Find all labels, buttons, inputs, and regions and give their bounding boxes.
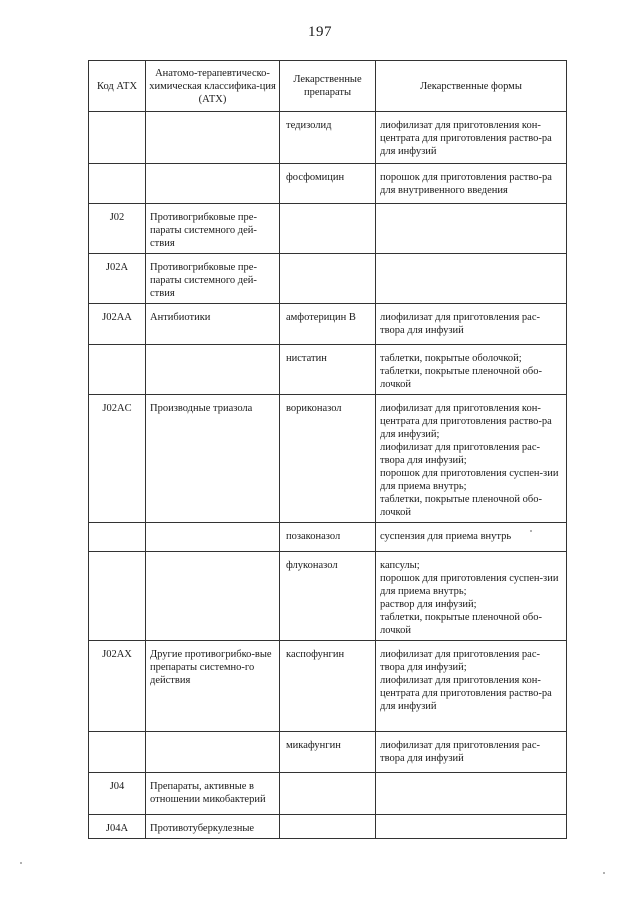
table-row: [89, 164, 567, 204]
form-item: лиофилизат для приготовления рас-твора для инфузий;: [380, 442, 541, 466]
table-row: [89, 815, 567, 839]
drug-cell: [280, 773, 376, 815]
classification-cell: Другие противогрибко-вые препараты системно-го действия: [146, 641, 280, 732]
classification-cell: Антибиотики: [146, 304, 280, 345]
code-cell: [89, 732, 146, 773]
code-cell: J02AA: [89, 304, 146, 345]
form-item: лиофилизат для приготовления рас-твора для инфузий: [380, 312, 541, 336]
drug-cell: каспофунгин: [280, 641, 376, 732]
drug-cell: нистатин: [280, 345, 376, 395]
classification-cell: Производные триазола: [146, 395, 280, 523]
forms-cell: [376, 641, 567, 732]
forms-cell: [376, 552, 567, 641]
forms-cell: [376, 164, 567, 204]
table-row: [89, 112, 567, 164]
header-forms: Лекарственные формы: [376, 61, 567, 112]
table-row: [89, 641, 567, 732]
forms-cell: [376, 732, 567, 773]
forms-cell: [376, 815, 567, 839]
code-cell: J02: [89, 204, 146, 254]
drug-cell: амфотерицин В: [280, 304, 376, 345]
table-row: [89, 345, 567, 395]
form-item: порошок для приготовления суспен-зии для приема внутрь;: [380, 573, 559, 597]
forms-cell: [376, 395, 567, 523]
table-row: [89, 773, 567, 815]
header-code: Код АТХ: [89, 61, 146, 112]
form-item: лиофилизат для приготовления кон-центрата для приготовления раство-ра для инфузий;: [380, 403, 552, 440]
classification-cell: [146, 112, 280, 164]
form-item: раствор для инфузий;: [380, 599, 477, 610]
page-number: 197: [308, 24, 332, 40]
classification-cell: [146, 523, 280, 552]
form-item: суспензия для приема внутрь: [380, 531, 512, 542]
form-item: порошок для приготовления раство-ра для внутривенного введения: [380, 172, 552, 196]
table-row: [89, 304, 567, 345]
classification-cell: [146, 164, 280, 204]
form-item: таблетки, покрытые оболочкой;: [380, 353, 522, 364]
forms-cell: [376, 254, 567, 304]
drug-cell: вориконазол: [280, 395, 376, 523]
table-row: [89, 254, 567, 304]
table-row: [89, 552, 567, 641]
code-cell: [89, 164, 146, 204]
table-body: [89, 112, 567, 839]
drug-cell: позаконазол: [280, 523, 376, 552]
code-cell: J02AX: [89, 641, 146, 732]
table-row: [89, 732, 567, 773]
form-item: лиофилизат для приготовления рас-твора для инфузий;: [380, 649, 541, 673]
drug-cell: тедизолид: [280, 112, 376, 164]
table-row: [89, 204, 567, 254]
drug-cell: фосфомицин: [280, 164, 376, 204]
code-cell: [89, 552, 146, 641]
table-row: [89, 395, 567, 523]
scan-speck: [20, 862, 22, 864]
scan-speck: [530, 530, 532, 532]
forms-cell: [376, 112, 567, 164]
form-item: таблетки, покрытые пленочной обо-лочкой: [380, 612, 542, 636]
forms-cell: [376, 523, 567, 552]
form-item: лиофилизат для приготовления рас-твора для инфузий: [380, 740, 541, 764]
code-cell: J02AC: [89, 395, 146, 523]
classification-cell: Противогрибковые пре-параты системного дей-ствия: [146, 204, 280, 254]
forms-cell: [376, 773, 567, 815]
form-item: таблетки, покрытые пленочной обо-лочкой: [380, 494, 542, 518]
drug-cell: флуконазол: [280, 552, 376, 641]
forms-cell: [376, 304, 567, 345]
code-cell: [89, 345, 146, 395]
table-header-row: [89, 61, 567, 112]
forms-cell: [376, 204, 567, 254]
drug-cell: [280, 204, 376, 254]
drug-cell: микафунгин: [280, 732, 376, 773]
code-cell: J04A: [89, 815, 146, 839]
header-drugs: Лекарственные препараты: [280, 61, 376, 112]
forms-cell: [376, 345, 567, 395]
code-cell: J02A: [89, 254, 146, 304]
atc-table: [88, 60, 567, 839]
classification-cell: [146, 732, 280, 773]
scan-speck: [603, 872, 605, 874]
form-item: капсулы;: [380, 560, 420, 571]
drug-cell: [280, 815, 376, 839]
classification-cell: Препараты, активные в отношении микобактерий: [146, 773, 280, 815]
form-item: таблетки, покрытые пленочной обо-лочкой: [380, 366, 542, 390]
classification-cell: Противогрибковые пре-параты системного дей-ствия: [146, 254, 280, 304]
code-cell: [89, 112, 146, 164]
code-cell: [89, 523, 146, 552]
drug-cell: [280, 254, 376, 304]
code-cell: J04: [89, 773, 146, 815]
header-classification: Анатомо-терапевтическо-химическая классифика-ция (АТХ): [146, 61, 280, 112]
classification-cell: Противотуберкулезные: [146, 815, 280, 839]
classification-cell: [146, 345, 280, 395]
form-item: порошок для приготовления суспен-зии для приема внутрь;: [380, 468, 559, 492]
table-row: [89, 523, 567, 552]
form-item: лиофилизат для приготовления кон-центрата для приготовления раство-ра для инфузий: [380, 120, 552, 157]
form-item: лиофилизат для приготовления кон-центрата для приготовления раство-ра для инфузий: [380, 675, 552, 712]
classification-cell: [146, 552, 280, 641]
